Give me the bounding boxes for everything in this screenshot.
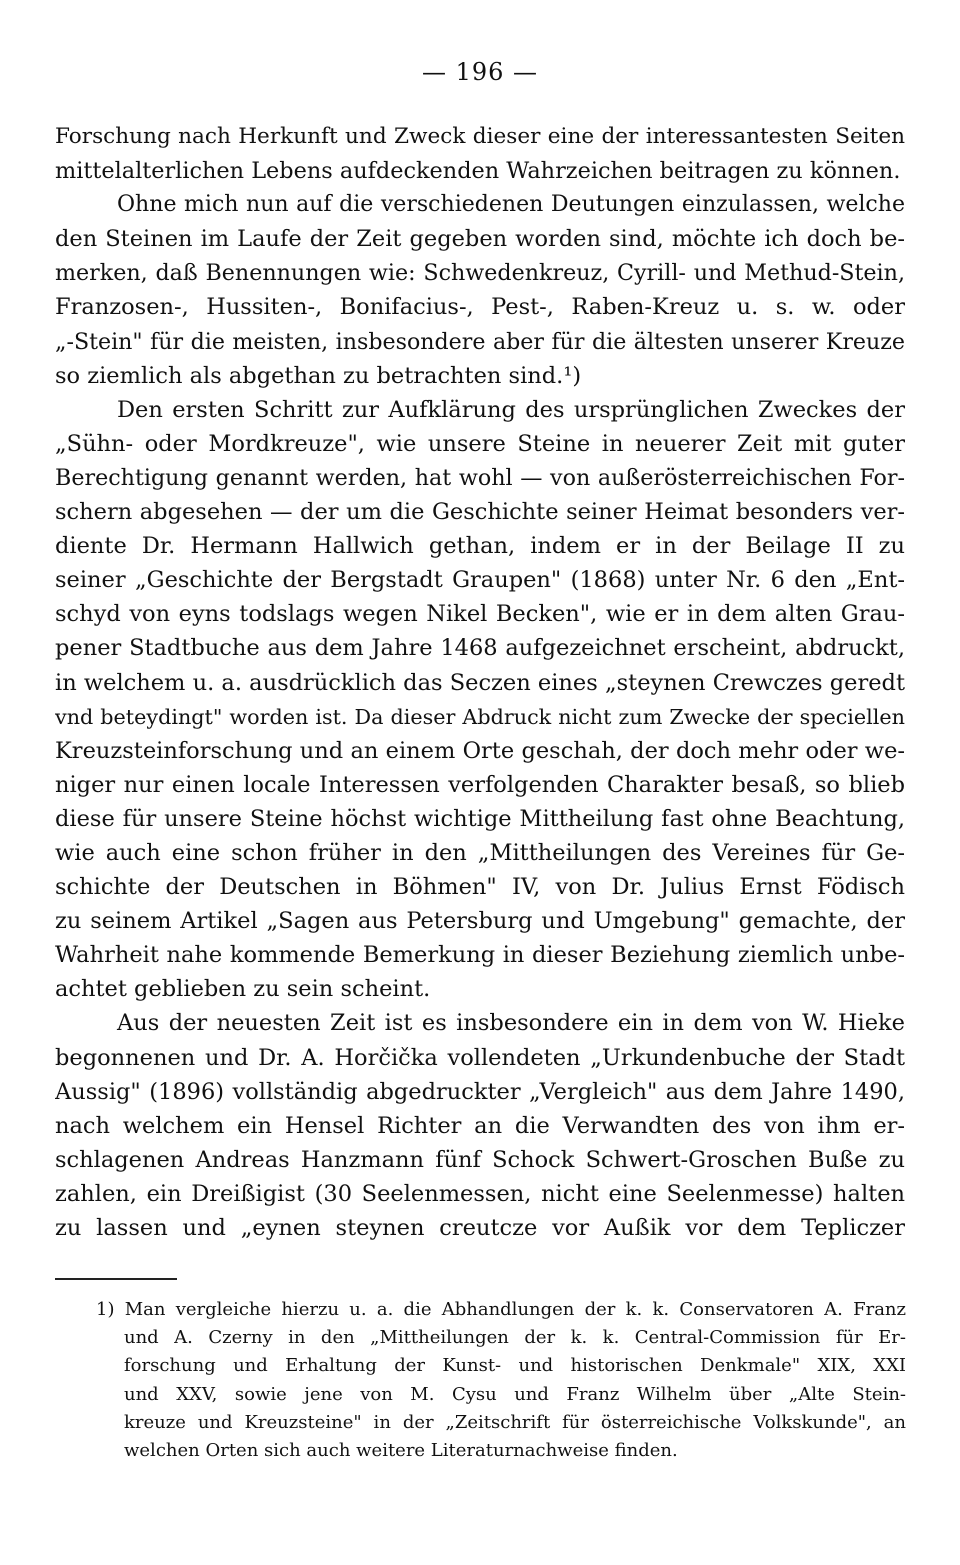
footnote-line: forschung und Erhaltung der Kunst- und historischen Denkmale" XIX, XXI [124,1355,906,1377]
text-line: Kreuzsteinforschung und an einem Orte geschah, der doch mehr oder we- [55,737,905,764]
text-line: Franzosen-, Hussiten-, Bonifacius-, Pest-, Raben-Kreuz u. s. w. oder [55,294,905,321]
footnote-line: welchen Orten sich auch weitere Literaturnachweise finden. [124,1439,678,1461]
text-line: den Steinen im Laufe der Zeit gegeben worden sind, möchte ich doch be- [55,226,905,253]
text-line: „Sühn- oder Mordkreuze", wie unsere Steine in neuerer Zeit mit guter [55,430,905,457]
text-line: schyd von eyns todslags wegen Nikel Becken", wie er in dem alten Grau- [55,601,905,628]
text-line: schlagenen Andreas Hanzmann fünf Schock Schwert-Groschen Buße zu [55,1146,905,1173]
text-line: Berechtigung genannt werden, hat wohl — von außerösterreichischen For- [55,464,905,491]
text-line: vnd beteydingt" worden ist. Da dieser Abdruck nicht zum Zwecke der speciellen [55,704,905,729]
footnotes [96,1296,906,1465]
text-line: Ohne mich nun auf die verschiedenen Deutungen einzulassen, welche [117,192,905,218]
text-line: schichte der Deutschen in Böhmen" IV, von Dr. Julius Ernst Födisch [55,874,905,901]
text-line: wie auch eine schon früher in den „Mittheilungen des Vereines für Ge- [55,839,905,866]
text-line: niger nur einen locale Interessen verfolgenden Charakter besaß, so blieb [55,771,905,798]
text-line: „-Stein" für die meisten, insbesondere aber für die ältesten unserer Kreuze [55,328,905,355]
text-line: Aussig" (1896) vollständig abgedruckter „Vergleich" aus dem Jahre 1490, [55,1078,905,1105]
text-line: pener Stadtbuche aus dem Jahre 1468 aufgezeichnet erscheint, abdruckt, [55,635,905,662]
text-line: Wahrheit nahe kommende Bemerkung in dieser Beziehung ziemlich unbe- [55,942,905,969]
text-line: Den ersten Schritt zur Aufklärung des ursprünglichen Zweckes der [117,396,905,423]
text-line: begonnenen und Dr. A. Horčička vollendeten „Urkundenbuche der Stadt [55,1044,905,1071]
footnote-line: kreuze und Kreuzsteine" in der „Zeitschrift für österreichische Volkskunde", an [124,1411,906,1433]
text-line: diese für unsere Steine höchst wichtige Mittheilung fast ohne Beachtung, [55,805,905,832]
footnote-line: und XXV, sowie jene von M. Cysu und Franz Wilhelm über „Alte Stein- [124,1383,906,1405]
text-line: seiner „Geschichte der Bergstadt Graupen" (1868) unter Nr. 6 den „Ent- [55,567,905,594]
text-line: zu seinem Artikel „Sagen aus Petersburg und Umgebung" gemachte, der [55,908,905,935]
footnote-line: und A. Czerny in den „Mittheilungen der k. k. Central-Commission für Er- [124,1327,906,1349]
text-line: merken, daß Benennungen wie: Schwedenkreuz, Cyrill- und Methud-Stein, [55,260,905,287]
text-line: zahlen, ein Dreißigist (30 Seelenmessen, nicht eine Seelenmesse) halten [55,1180,905,1207]
footnote-line: 1) Man vergleiche hierzu u. a. die Abhandlungen der k. k. Conservatoren A. Franz [96,1299,906,1320]
body-text [55,120,905,1245]
page-number: — 196 — [421,58,539,86]
text-line: in welchem u. a. ausdrücklich das Seczen eines „steynen Crewczes geredt [55,669,905,696]
text-line: so ziemlich als abgethan zu betrachten sind.¹) [55,362,582,389]
text-line: schern abgesehen — der um die Geschichte seiner Heimat besonders ver- [55,499,905,526]
text-line: mittelalterlichen Lebens aufdeckenden Wahrzeichen beitragen zu können. [55,158,901,185]
text-line: Forschung nach Herkunft und Zweck dieser eine der interessantesten Seiten [55,124,905,149]
text-line: diente Dr. Hermann Hallwich gethan, indem er in der Beilage II zu [55,533,905,560]
footnote-divider [55,1278,177,1280]
text-line: achtet geblieben zu sein scheint. [55,976,431,1003]
text-line: zu lassen und „eynen steynen creutcze vor Außik vor dem Tepliczer [55,1215,905,1241]
text-line: nach welchem ein Hensel Richter an die Verwandten des von ihm er- [55,1112,905,1139]
text-line: Aus der neuesten Zeit ist es insbesondere ein in dem von W. Hieke [117,1010,905,1037]
